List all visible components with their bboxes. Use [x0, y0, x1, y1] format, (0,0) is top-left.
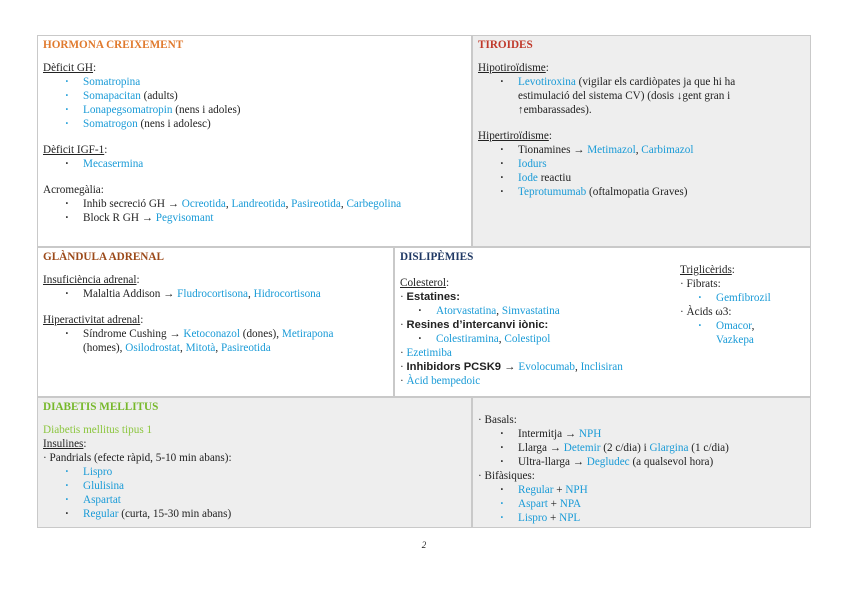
insuf-heading: Insuficiència adrenal — [43, 274, 137, 286]
content-grid — [37, 35, 811, 528]
page-number: 2 — [421, 540, 427, 550]
igf-list — [43, 157, 466, 171]
list-item: · Llarga → Detemir (2 c/dia) i Glargina (1 c/dia) — [518, 441, 805, 455]
list-item: · Tionamines → Metimazol, Carbimazol — [518, 143, 805, 157]
list-item: · Regular (curta, 15-30 min abans) — [83, 507, 466, 521]
hipo-heading: Hipotiroïdisme — [478, 62, 546, 74]
pandrials-heading: Pandrials (efecte ràpid, 5-10 min abans): — [49, 452, 232, 464]
section-tiroides: TIROIDES Hipotiroïdisme: · Levotiroxina (vigilar els cardiòpates ja que hi ha estimulació del sistema CV) (dosis ↓gent gran i ↑embarassades). Hipertiroïdisme: · Tionamines → Metimazol, Carbimazol · Iodurs · Iode reactiu · Teprotumumab (oftalmopatia Graves) — [472, 35, 811, 247]
section-title: TIROIDES — [478, 39, 533, 51]
cush-list — [43, 327, 388, 355]
diabetis-subtitle: Diabetis mellitus tipus 1 — [43, 424, 153, 436]
section-title: DISLIPÈMIES — [400, 251, 474, 263]
hiper-list — [478, 143, 805, 199]
list-item: · Ultra-llarga → Degludec (a qualsevol hora) — [518, 455, 805, 469]
list-item: · Intermitja → NPH — [518, 427, 805, 441]
gh-list — [43, 75, 466, 131]
hiper-heading: Hipertiroïdisme — [478, 130, 549, 142]
list-item: · Síndrome Cushing → Ketoconazol (dones), Metirapona — [83, 327, 388, 341]
list-item: · Aspart + NPA — [518, 497, 805, 511]
basals-heading: Basals: — [484, 414, 517, 426]
deficit-gh-heading: Dèficit GH — [43, 62, 94, 74]
list-item: · Somatrogon (nens i adolesc) — [83, 117, 466, 131]
pcsk9-heading: Inhibidors PCSK9 → — [406, 361, 519, 373]
deficit-igf-heading: Dèficit IGF-1 — [43, 144, 105, 156]
list-item: · Regular + NPH — [518, 483, 805, 497]
list-item: · Somapacitan (adults) — [83, 89, 466, 103]
section-diabetis: DIABETIS MELLITUS Diabetis mellitus tipus 1 Insulines: · Pandrials (efecte ràpid, 5-10 min abans): · Lispro · Glulisina · Aspartat · Regular (curta, 15-30 min abans) — [37, 397, 472, 528]
trig-heading: Triglicèrids — [680, 264, 732, 276]
list-item: · Gemfibrozil — [716, 291, 771, 305]
fibrats-list — [680, 291, 771, 305]
acid-bempedoic: Àcid bempedoic — [406, 375, 481, 387]
section-adrenal: GLÀNDULA ADRENAL Insuficiència adrenal: · Malaltia Addison → Fludrocortisona, Hidrocortisona Hiperactivitat adrenal: · Síndrome Cushing → Ketoconazol (dones), Metirapona (homes), Osilodrostat, Mitotà, Pasireotida — [37, 247, 394, 397]
list-item: · Lispro — [83, 465, 466, 479]
list-item: · Levotiroxina (vigilar els cardiòpates ja que hi ha — [518, 75, 805, 89]
hiper-adrenal-heading: Hiperactivitat adrenal — [43, 314, 141, 326]
list-item: · Atorvastatina, Simvastatina — [436, 304, 623, 318]
ezetimiba: Ezetimiba — [406, 347, 452, 359]
colesterol-heading: Colesterol — [400, 277, 446, 289]
list-item: · Somatropina — [83, 75, 466, 89]
section-hormona: HORMONA CREIXEMENT Dèficit GH: · Somatropina · Somapacitan (adults) · Lonapegsomatropin (nens i adoles) · Somatrogon (nens i adolesc) Dèficit IGF-1: · Mecasermina Acromegàlia: · Inhib secreció GH → Ocreotida, Landreotida, Pasireotida, Carbegolina · Block R GH → Pegvisomant — [37, 35, 472, 247]
list-item: · Mecasermina — [83, 157, 466, 171]
acro-list — [43, 197, 466, 225]
acids-list — [680, 319, 771, 347]
acids-heading: Àcids ω3: — [686, 306, 732, 318]
basals-list — [478, 427, 805, 469]
resines-heading: Resines d’intercanvi iònic: — [406, 319, 549, 331]
list-item: · Aspartat — [83, 493, 466, 507]
section-title: DIABETIS MELLITUS — [43, 401, 159, 413]
list-item: · Teprotumumab (oftalmopatia Graves) — [518, 185, 805, 199]
list-item: · Lispro + NPL — [518, 511, 805, 525]
list-item: · Block R GH → Pegvisomant — [83, 211, 466, 225]
list-item-cont: (homes), Osilodrostat, Mitotà, Pasireotida — [83, 342, 271, 354]
pandrials-list — [43, 465, 466, 521]
section-diabetis-basals: · Basals: · Intermitja → NPH · Llarga → Detemir (2 c/dia) i Glargina (1 c/dia) · Ultra-llarga → Degludec (a qualsevol hora) · Bifàsiques: · Regular + NPH · Aspart + NPA · Lispro + NPL — [472, 397, 811, 528]
list-item: · Omacor, — [716, 319, 771, 333]
bif-list — [478, 483, 805, 525]
list-item-cont: estimulació del sistema CV) (dosis ↓gent gran i — [518, 90, 731, 102]
insuf-list — [43, 287, 388, 301]
acromegalia-heading: Acromegàlia — [43, 184, 101, 196]
list-item: · Colestiramina, Colestipol — [436, 332, 623, 346]
fibrats-heading: Fibrats: — [686, 278, 721, 290]
list-item-cont: Vazkepa — [716, 334, 754, 346]
list-item: · Lonapegsomatropin (nens i adoles) — [83, 103, 466, 117]
res-list — [400, 332, 623, 346]
insulines-heading: Insulines — [43, 438, 84, 450]
list-item: · Glulisina — [83, 479, 466, 493]
section-dislipemies: DISLIPÈMIES Colesterol: · Estatines: · Atorvastatina, Simvastatina · Resines d’intercanvi iònic: · Colestiramina, Colestipol · Ezetimiba · Inhibidors PCSK9 → Evolocumab, Inclisiran · Àcid bempedoic Triglicèrids: · Fibrats: · Gemfibrozil · Àcids ω3: · Omacor, Vazkepa — [394, 247, 811, 397]
list-item: · Iode reactiu — [518, 171, 805, 185]
estatines-heading: Estatines: — [406, 291, 460, 303]
section-title: GLÀNDULA ADRENAL — [43, 251, 164, 263]
list-item: · Inhib secreció GH → Ocreotida, Landreotida, Pasireotida, Carbegolina — [83, 197, 466, 211]
list-item: · Malaltia Addison → Fludrocortisona, Hidrocortisona — [83, 287, 388, 301]
list-item-cont: ↑embarassades). — [518, 104, 592, 116]
bifasiques-heading: Bifàsiques: — [484, 470, 535, 482]
section-title: HORMONA CREIXEMENT — [43, 39, 184, 51]
est-list — [400, 304, 623, 318]
list-item: · Iodurs — [518, 157, 805, 171]
hipo-list — [478, 75, 805, 117]
